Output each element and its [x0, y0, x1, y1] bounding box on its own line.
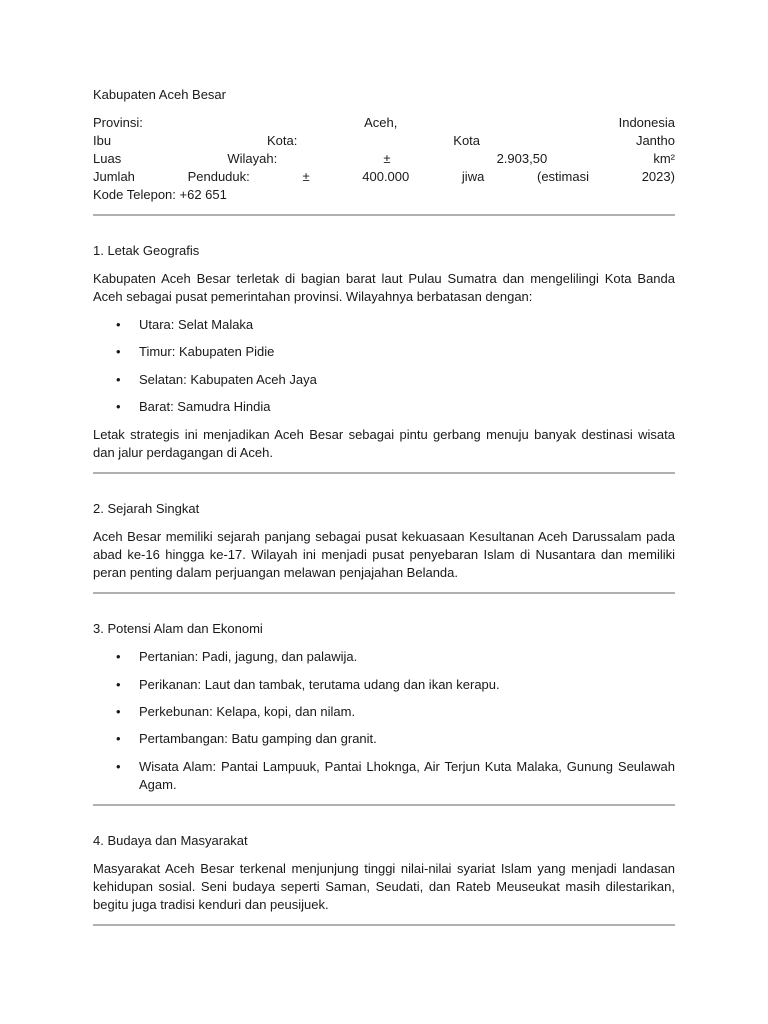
- bullet-icon: •: [116, 703, 121, 719]
- section-paragraph: Aceh Besar memiliki sejarah panjang sebagai pusat kekuasaan Kesultanan Aceh Darussalam pada abad ke-16 hingga ke-17. Wilayah ini menjadi pusat penyebaran Islam di Nusantara dan memiliki peran penting dalam perjuangan melawan penjajahan Belanda.: [93, 529, 675, 581]
- info-line-kode-telepon: Kode Telepon: +62 651: [93, 187, 227, 202]
- list-item-text: Perkebunan: Kelapa, kopi, dan nilam.: [139, 703, 356, 719]
- info-line-ibu-kota: [93, 132, 675, 150]
- list-item-text: Wisata Alam: Pantai Lampuuk, Pantai Lhoknga, Air Terjun Kuta Malaka, Gunung Seulawah Agam.: [139, 758, 675, 792]
- info-word: Luas: [93, 151, 122, 166]
- section-heading: 3. Potensi Alam dan Ekonomi: [93, 621, 263, 637]
- section-paragraph: Kabupaten Aceh Besar terletak di bagian barat laut Pulau Sumatra dan mengelilingi Kota Banda Aceh sebagai pusat pemerintahan provinsi. Wilayahnya berbatasan dengan:: [93, 271, 675, 304]
- info-word: Jantho: [635, 133, 675, 148]
- list-item-text: Timur: Kabupaten Pidie: [139, 344, 275, 360]
- section-divider: [93, 592, 675, 594]
- section-divider: [93, 214, 675, 216]
- section-divider: [93, 924, 675, 926]
- bullet-icon: •: [116, 649, 121, 665]
- info-word: Kota:: [267, 133, 298, 148]
- list-item: [93, 730, 675, 748]
- section-divider: [93, 804, 675, 806]
- list-item: [93, 703, 675, 721]
- list-item-text: Utara: Selat Malaka: [139, 317, 254, 332]
- info-word: 400.000: [362, 169, 410, 184]
- list-item-text: Selatan: Kabupaten Aceh Jaya: [139, 371, 317, 387]
- info-word: Ibu: [93, 133, 112, 148]
- document-page: [93, 86, 675, 952]
- info-word: Provinsi:: [93, 115, 143, 130]
- section-divider: [93, 472, 675, 474]
- list-item-text: Pertanian: Padi, jagung, dan palawija.: [139, 649, 358, 665]
- info-word: Penduduk:: [187, 169, 250, 184]
- section-sejarah-singkat: [93, 500, 675, 582]
- list-item: [93, 316, 675, 334]
- bullet-icon: •: [116, 399, 121, 415]
- section-letak-geografis: [93, 242, 675, 462]
- info-word: ±: [383, 151, 391, 166]
- info-word: 2.903,50: [496, 151, 548, 166]
- info-word: Indonesia: [618, 115, 675, 130]
- info-word: Wilayah:: [227, 151, 278, 166]
- info-word: ±: [302, 169, 310, 184]
- bullet-icon: •: [116, 317, 121, 332]
- list-item-text: Pertambangan: Batu gamping dan granit.: [139, 731, 377, 747]
- info-block: [93, 114, 675, 204]
- info-word: Kota: [453, 133, 481, 148]
- info-line-provinsi: [93, 114, 675, 132]
- bullet-icon: •: [116, 758, 121, 774]
- info-word: Aceh,: [364, 115, 398, 130]
- section-potensi-alam-ekonomi: [93, 620, 675, 794]
- list-item: [93, 371, 675, 389]
- list-item: [93, 398, 675, 416]
- section-budaya-masyarakat: [93, 832, 675, 914]
- section-paragraph: Letak strategis ini menjadikan Aceh Besar sebagai pintu gerbang menuju banyak destinasi wisata dan jalur perdagangan di Aceh.: [93, 427, 675, 461]
- document-title: Kabupaten Aceh Besar: [93, 87, 226, 102]
- economy-list: [93, 648, 675, 794]
- info-word: jiwa: [461, 169, 485, 184]
- list-item-text: Perikanan: Laut dan tambak, terutama udang dan ikan kerapu.: [139, 676, 500, 692]
- section-paragraph: Masyarakat Aceh Besar terkenal menjunjung tinggi nilai-nilai syariat Islam yang menjadi landasan kehidupan sosial. Seni budaya seperti Saman, Seudati, dan Rateb Meuseukat masih dilestarikan, begitu juga tradisi kenduri dan peusijuek.: [93, 860, 675, 912]
- section-heading: 2. Sejarah Singkat: [93, 501, 200, 517]
- border-list: [93, 316, 675, 416]
- bullet-icon: •: [116, 344, 121, 360]
- list-item: [93, 343, 675, 361]
- list-item: [93, 676, 675, 694]
- section-heading: 4. Budaya dan Masyarakat: [93, 832, 248, 848]
- info-word: km²: [653, 151, 675, 166]
- list-item-text: Barat: Samudra Hindia: [139, 399, 271, 415]
- bullet-icon: •: [116, 371, 121, 387]
- info-line-luas-wilayah: [93, 150, 675, 168]
- info-word: (estimasi: [537, 169, 590, 184]
- info-line-jumlah-penduduk: [93, 168, 675, 186]
- info-word: Jumlah: [93, 169, 135, 184]
- bullet-icon: •: [116, 731, 121, 747]
- info-word: 2023): [641, 169, 675, 184]
- section-heading: 1. Letak Geografis: [93, 243, 200, 258]
- list-item: [93, 758, 675, 794]
- bullet-icon: •: [116, 676, 121, 692]
- list-item: [93, 648, 675, 666]
